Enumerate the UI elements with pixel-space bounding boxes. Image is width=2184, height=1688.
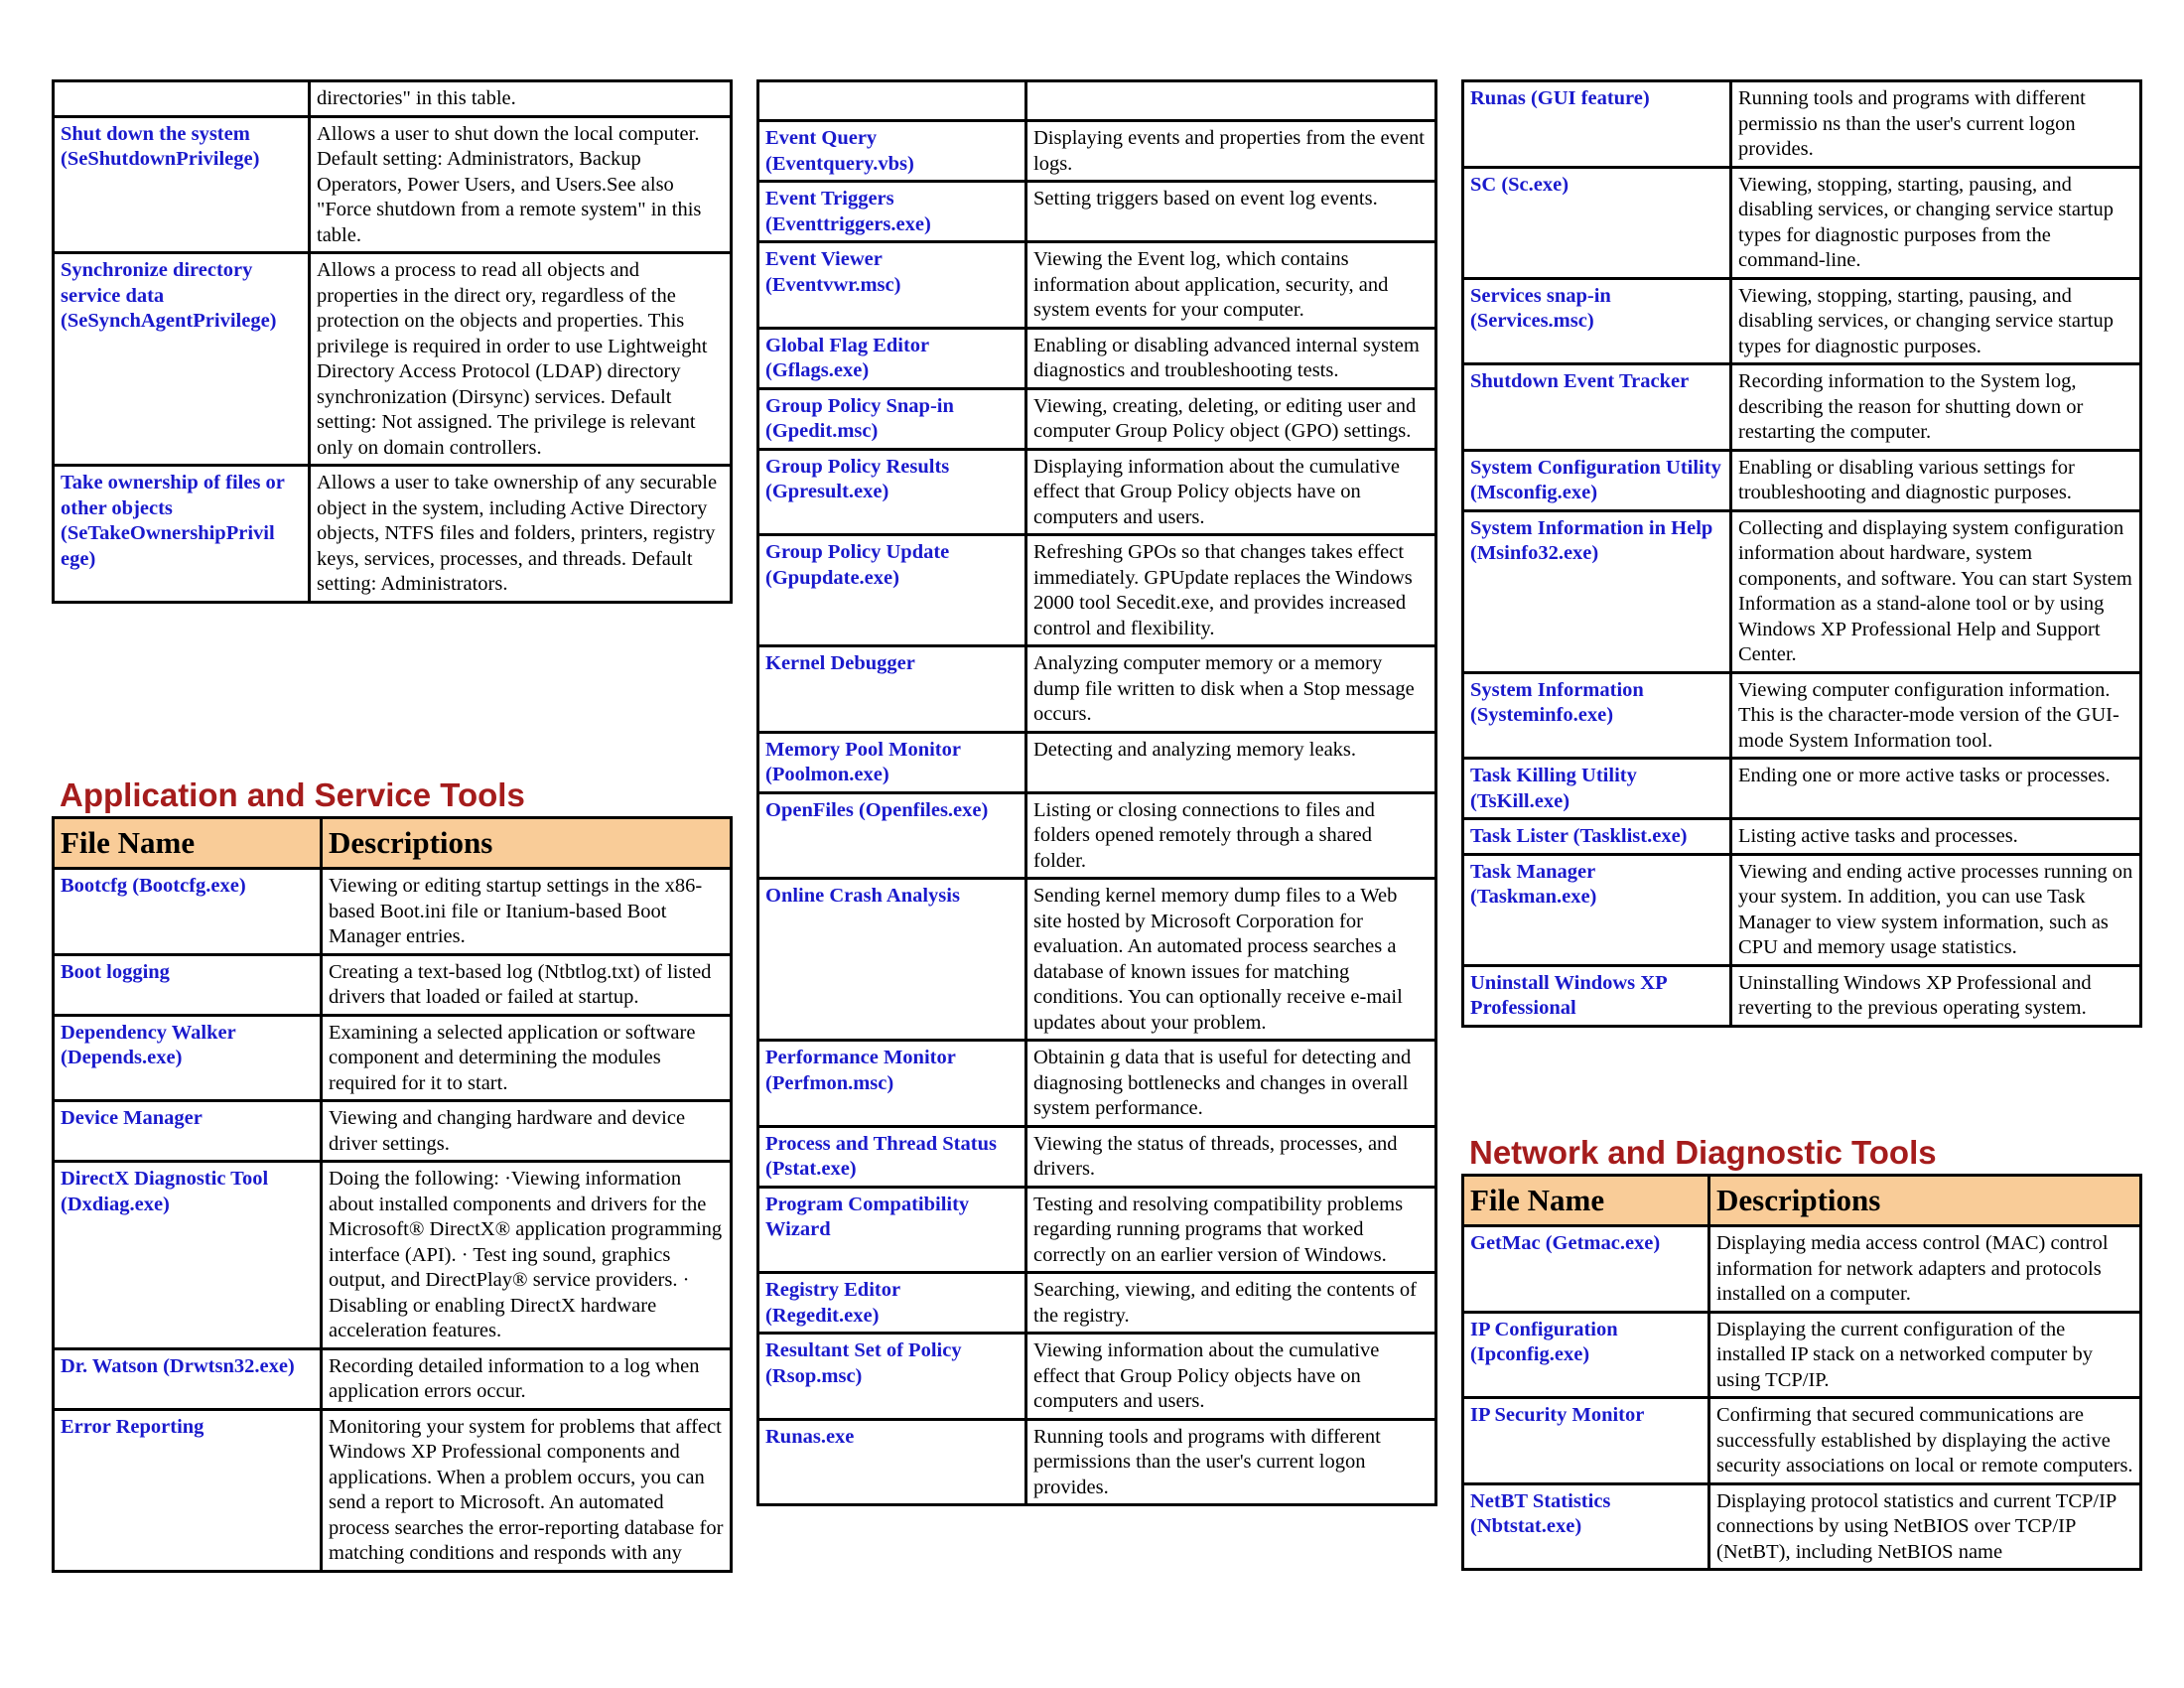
tool-description: Searching, viewing, and editing the contents of the registry. — [1026, 1273, 1436, 1334]
tool-description: Testing and resolving compatibility problems regarding running programs that worked correctly on an earlier version of Windows. — [1026, 1187, 1436, 1273]
tool-description: Refreshing GPOs so that changes takes effect immediately. GPUpdate replaces the Windows 2000 tool Secedit.exe, and provides increased control and flexibility. — [1026, 535, 1436, 646]
tool-description: Setting triggers based on event log events. — [1026, 182, 1436, 242]
table-row — [54, 1348, 732, 1409]
tool-description: Viewing, stopping, starting, pausing, and disabling services, or changing service startup types for diagnostic purposes. — [1731, 278, 2141, 364]
table-row — [1463, 854, 2141, 965]
tool-description: Viewing and changing hardware and device driver settings. — [322, 1101, 732, 1162]
tool-name: SC (Sc.exe) — [1463, 167, 1731, 278]
table-row — [758, 1187, 1436, 1273]
tool-description: Listing active tasks and processes. — [1731, 819, 2141, 855]
tool-name: Program Compatibility Wizard — [758, 1187, 1026, 1273]
table-header-row — [54, 818, 732, 869]
tool-description: Creating a text-based log (Ntbtlog.txt) of listed drivers that loaded or failed at startup. — [322, 954, 732, 1015]
tool-description: Displaying events and properties from the event logs. — [1026, 121, 1436, 182]
tool-description: Displaying information about the cumulative effect that Group Policy objects have on computers and users. — [1026, 449, 1436, 535]
tool-name: Task Lister (Tasklist.exe) — [1463, 819, 1731, 855]
tool-name: Services snap-in (Services.msc) — [1463, 278, 1731, 364]
table-row — [1463, 1483, 2141, 1570]
tool-description: Running tools and programs with different permissio ns than the user's current logon provides. — [1731, 81, 2141, 168]
tool-description: Confirming that secured communications are successfully established by displaying the active security associations on local or remote computers. — [1709, 1398, 2141, 1484]
tool-description: Enabling or disabling advanced internal system diagnostics and troubleshooting tests. — [1026, 328, 1436, 388]
tool-description: Obtainin g data that is useful for detecting and diagnosing bottlenecks and changes in overall system performance. — [1026, 1041, 1436, 1127]
tool-name: IP Security Monitor — [1463, 1398, 1709, 1484]
tool-description: Examining a selected application or software component and determining the modules required for it to start. — [322, 1015, 732, 1101]
table-row — [1463, 450, 2141, 510]
tool-name: Shutdown Event Tracker — [1463, 364, 1731, 451]
tool-name: Group Policy Snap-in (Gpedit.msc) — [758, 388, 1026, 449]
tool-name: Kernel Debugger — [758, 646, 1026, 733]
table-row — [758, 1419, 1436, 1505]
table-row — [1463, 965, 2141, 1026]
tool-name: Dr. Watson (Drwtsn32.exe) — [54, 1348, 322, 1409]
net-section-title: Network and Diagnostic Tools — [1469, 1134, 1937, 1171]
tool-description: Viewing information about the cumulative effect that Group Policy objects have on computers and users. — [1026, 1334, 1436, 1420]
tool-name: Uninstall Windows XP Professional — [1463, 965, 1731, 1026]
tool-name: Bootcfg (Bootcfg.exe) — [54, 869, 322, 955]
table-row — [1463, 364, 2141, 451]
header-descriptions: Descriptions — [1709, 1176, 2141, 1226]
tool-description: Viewing the Event log, which contains information about application, security, and system events for your computer. — [1026, 242, 1436, 329]
tool-description: Viewing computer configuration information. This is the character-mode version of the GUI-mode System Information tool. — [1731, 672, 2141, 759]
table-row — [1463, 1398, 2141, 1484]
header-file-name: File Name — [1463, 1176, 1709, 1226]
tool-description: Displaying media access control (MAC) control information for network adapters and protocols installed on a computer. — [1709, 1226, 2141, 1313]
table-row — [758, 1273, 1436, 1334]
header-file-name: File Name — [54, 818, 322, 869]
tool-name: Event Triggers (Eventtriggers.exe) — [758, 182, 1026, 242]
tool-description: Recording information to the System log, describing the reason for shutting down or restarting the computer. — [1731, 364, 2141, 451]
table-row — [1463, 1312, 2141, 1398]
tool-description: Viewing and ending active processes running on your system. In addition, you can use Task Manager to view system information, such as CPU and memory usage statistics. — [1731, 854, 2141, 965]
tool-name: Shut down the system (SeShutdownPrivilege) — [54, 116, 310, 253]
tool-name: Synchronize directory service data (SeSynchAgentPrivilege) — [54, 253, 310, 466]
tool-description: Displaying protocol statistics and current TCP/IP connections by using NetBIOS over TCP/IP (NetBT), including NetBIOS name — [1709, 1483, 2141, 1570]
tool-name: Task Killing Utility (TsKill.exe) — [1463, 759, 1731, 819]
table-row — [54, 1015, 732, 1101]
tool-name: Performance Monitor (Perfmon.msc) — [758, 1041, 1026, 1127]
table-row — [758, 182, 1436, 242]
tool-name: Global Flag Editor (Gflags.exe) — [758, 328, 1026, 388]
tool-name: IP Configuration (Ipconfig.exe) — [1463, 1312, 1709, 1398]
tool-name: DirectX Diagnostic Tool (Dxdiag.exe) — [54, 1162, 322, 1349]
tool-description: Viewing the status of threads, processes, and drivers. — [1026, 1126, 1436, 1187]
tool-name: Group Policy Update (Gpupdate.exe) — [758, 535, 1026, 646]
table-row — [54, 1409, 732, 1571]
table-row — [758, 732, 1436, 792]
tool-name: Take ownership of files or other objects (SeTakeOwnershipPrivil ege) — [54, 466, 310, 603]
tool-name: Registry Editor (Regedit.exe) — [758, 1273, 1026, 1334]
column-2 — [756, 79, 1437, 1506]
tool-description: Monitoring your system for problems that affect Windows XP Professional components and applications. When a problem occurs, you can send a report to Microsoft. An automated process searches the error-reporting database for matching conditions and responds with any — [322, 1409, 732, 1571]
tool-description: Doing the following: ·Viewing information about installed components and drivers for the Microsoft® DirectX® application programming interface (API). · Test ing sound, graphics output, and DirectPlay® service providers. · Disabling or enabling DirectX hardware acceleration features. — [322, 1162, 732, 1349]
table-row — [1463, 759, 2141, 819]
table-row — [758, 1041, 1436, 1127]
table-row — [54, 954, 732, 1015]
table-row — [1463, 167, 2141, 278]
tool-description — [1026, 81, 1436, 121]
app-tools-table-continued-2 — [1461, 79, 2142, 1028]
tool-description: Collecting and displaying system configuration information about hardware, system components, and software. You can start System Information as a stand-alone tool or by using Windows XP Professional Help and Support Center. — [1731, 510, 2141, 672]
table-row — [1463, 278, 2141, 364]
tool-name: NetBT Statistics (Nbtstat.exe) — [1463, 1483, 1709, 1570]
table-row — [54, 869, 732, 955]
app-tools-table — [52, 816, 733, 1573]
tool-name: OpenFiles (Openfiles.exe) — [758, 792, 1026, 879]
tool-name: Runas.exe — [758, 1419, 1026, 1505]
table-row — [758, 646, 1436, 733]
tool-description: Allows a user to shut down the local computer. Default setting: Administrators, Backup Operators, Power Users, and Users.See also "Force shutdown from a remote system" in this table. — [310, 116, 732, 253]
column-3 — [1461, 79, 2142, 1028]
tool-description: Analyzing computer memory or a memory dump file written to disk when a Stop message occurs. — [1026, 646, 1436, 733]
table-row — [758, 1334, 1436, 1420]
table-row — [758, 535, 1436, 646]
column-1-app — [52, 816, 733, 1573]
tool-name: Task Manager (Taskman.exe) — [1463, 854, 1731, 965]
tool-description: Uninstalling Windows XP Professional and reverting to the previous operating system. — [1731, 965, 2141, 1026]
tool-name: Resultant Set of Policy (Rsop.msc) — [758, 1334, 1026, 1420]
tool-name: Device Manager — [54, 1101, 322, 1162]
table-row — [54, 253, 732, 466]
table-row — [758, 242, 1436, 329]
tool-description: Recording detailed information to a log when application errors occur. — [322, 1348, 732, 1409]
table-row — [758, 81, 1436, 121]
table-row — [1463, 672, 2141, 759]
table-row — [54, 466, 732, 603]
table-row — [54, 81, 732, 117]
table-row — [54, 116, 732, 253]
table-row — [758, 792, 1436, 879]
tool-description: Allows a process to read all objects and properties in the direct ory, regardless of the protection on the objects and properties. This privilege is required in order to use Lightweight Directory Access Protocol (LDAP) directory synchronization (Dirsync) services. Default setting: Not assigned. The privilege is relevant only on domain controllers. — [310, 253, 732, 466]
table-row — [1463, 510, 2141, 672]
tool-description: directories" in this table. — [310, 81, 732, 117]
table-row — [54, 1101, 732, 1162]
table-row — [758, 1126, 1436, 1187]
tool-name — [758, 81, 1026, 121]
tool-name: Dependency Walker (Depends.exe) — [54, 1015, 322, 1101]
table-row — [758, 879, 1436, 1041]
header-descriptions: Descriptions — [322, 818, 732, 869]
table-row — [758, 388, 1436, 449]
tool-name: Group Policy Results (Gpresult.exe) — [758, 449, 1026, 535]
tool-name: GetMac (Getmac.exe) — [1463, 1226, 1709, 1313]
net-tools-table — [1461, 1174, 2142, 1571]
tool-name: Event Viewer (Eventvwr.msc) — [758, 242, 1026, 329]
tool-description: Ending one or more active tasks or processes. — [1731, 759, 2141, 819]
table-row — [758, 449, 1436, 535]
table-row — [758, 121, 1436, 182]
tool-description: Detecting and analyzing memory leaks. — [1026, 732, 1436, 792]
app-tools-table-continued — [756, 79, 1437, 1506]
app-section-title: Application and Service Tools — [60, 776, 525, 813]
tool-name: System Information in Help (Msinfo32.exe) — [1463, 510, 1731, 672]
tool-name: Runas (GUI feature) — [1463, 81, 1731, 168]
table-row — [1463, 819, 2141, 855]
tool-name: System Configuration Utility (Msconfig.exe) — [1463, 450, 1731, 510]
table-row — [758, 328, 1436, 388]
tool-name: System Information (Systeminfo.exe) — [1463, 672, 1731, 759]
tool-description: Running tools and programs with different permissions than the user's current logon provides. — [1026, 1419, 1436, 1505]
tool-description: Viewing, stopping, starting, pausing, and disabling services, or changing service startup types for diagnostic purposes from the command-line. — [1731, 167, 2141, 278]
table-row — [54, 1162, 732, 1349]
tool-name — [54, 81, 310, 117]
tool-name: Boot logging — [54, 954, 322, 1015]
tool-name: Error Reporting — [54, 1409, 322, 1571]
privileges-table — [52, 79, 733, 604]
tool-name: Memory Pool Monitor (Poolmon.exe) — [758, 732, 1026, 792]
tool-description: Enabling or disabling various settings for troubleshooting and diagnostic purposes. — [1731, 450, 2141, 510]
tool-description: Sending kernel memory dump files to a Web site hosted by Microsoft Corporation for evaluation. An automated process searches a database of known issues for matching conditions. You can optionally receive e-mail updates about your problem. — [1026, 879, 1436, 1041]
tool-description: Viewing or editing startup settings in the x86-based Boot.ini file or Itanium-based Boot Manager entries. — [322, 869, 732, 955]
column-1-top — [52, 79, 733, 604]
tool-description: Displaying the current configuration of the installed IP stack on a networked computer by using TCP/IP. — [1709, 1312, 2141, 1398]
tool-description: Allows a user to take ownership of any securable object in the system, including Active Directory objects, NTFS files and folders, printers, registry keys, services, processes, and threads. Default setting: Administrators. — [310, 466, 732, 603]
table-row — [1463, 1226, 2141, 1313]
tool-name: Process and Thread Status (Pstat.exe) — [758, 1126, 1026, 1187]
tool-name: Online Crash Analysis — [758, 879, 1026, 1041]
tool-description: Listing or closing connections to files and folders opened remotely through a shared folder. — [1026, 792, 1436, 879]
column-3-net — [1461, 1174, 2142, 1571]
tool-description: Viewing, creating, deleting, or editing user and computer Group Policy object (GPO) settings. — [1026, 388, 1436, 449]
table-header-row — [1463, 1176, 2141, 1226]
table-row — [1463, 81, 2141, 168]
tool-name: Event Query (Eventquery.vbs) — [758, 121, 1026, 182]
